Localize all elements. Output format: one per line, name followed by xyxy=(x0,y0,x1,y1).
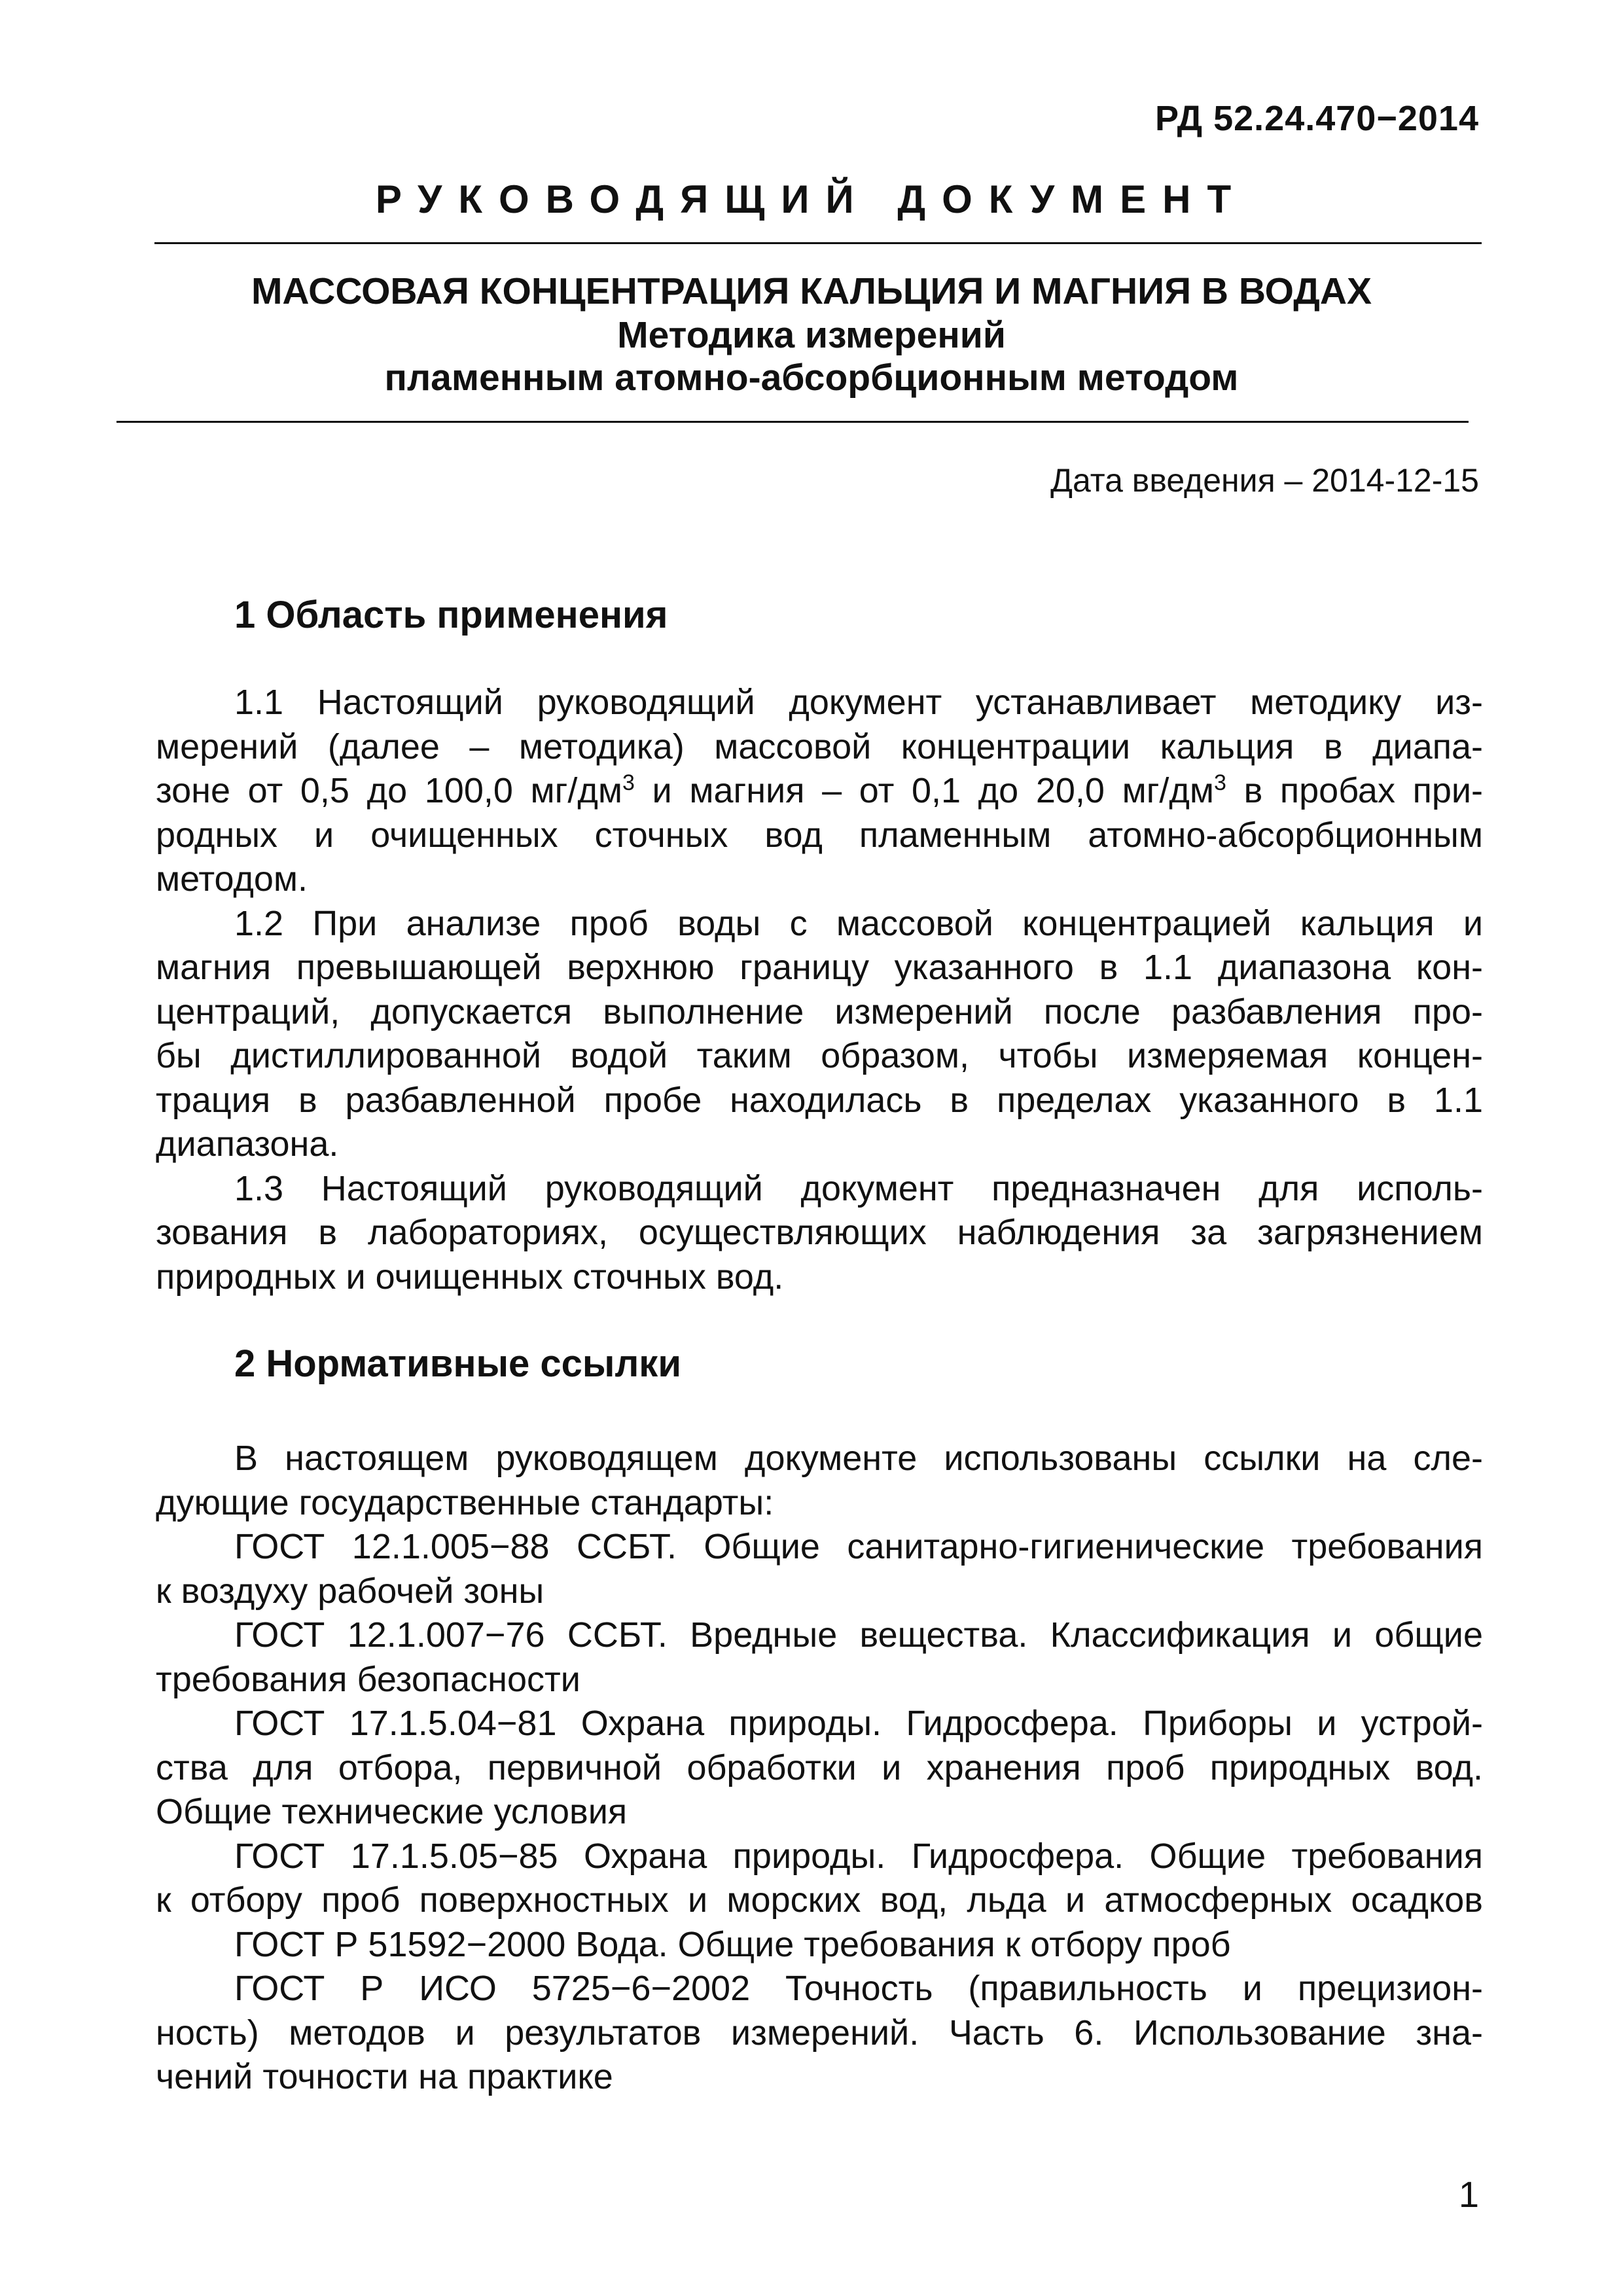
reference-line: ГОСТ Р ИСО 5725−6−2002 Точность (правильность и прецизион- xyxy=(234,1969,1483,2008)
paragraph-1-3-line: 1.3 Настоящий руководящий документ предназначен для исполь- xyxy=(234,1168,1483,1208)
paragraph-1-3-line: природных и очищенных сточных вод. xyxy=(156,1257,784,1297)
reference-line: ГОСТ 17.1.5.05−85 Охрана природы. Гидросфера. Общие требования xyxy=(234,1836,1483,1876)
section-1-heading: 1 Область применения xyxy=(234,594,668,636)
reference-line: ГОСТ 17.1.5.04−81 Охрана природы. Гидросфера. Приборы и устрой- xyxy=(234,1704,1483,1743)
section-1-body xyxy=(156,681,1483,1299)
reference-line: требования безопасности xyxy=(156,1659,580,1699)
top-divider xyxy=(154,242,1482,244)
title-subtitle-1: Методика измерений xyxy=(617,314,1006,356)
reference-line: ность) методов и результатов измерений. Часть 6. Использование зна- xyxy=(156,2013,1483,2053)
section-2-body xyxy=(156,1437,1483,2100)
paragraph-1-2-line: диапазона. xyxy=(156,1124,339,1164)
section-2-intro-line: дующие государственные стандарты: xyxy=(156,1482,774,1522)
reference-line: ГОСТ 12.1.007−76 ССБТ. Вредные вещества. Классификация и общие xyxy=(234,1615,1483,1655)
document-type-heading: РУКОВОДЯЩИЙ ДОКУМЕНТ xyxy=(375,177,1248,221)
paragraph-1-2-line: трация в разбавленной пробе находилась в пределах указанного в 1.1 xyxy=(156,1080,1483,1120)
reference-line: чений точности на практике xyxy=(156,2057,613,2096)
reference-line: к отбору проб поверхностных и морских вод, льда и атмосферных осадков xyxy=(156,1880,1483,1920)
superscript: 3 xyxy=(1214,770,1226,795)
paragraph-1-2-line: 1.2 При анализе проб воды с массовой концентрацией кальция и xyxy=(234,903,1483,943)
paragraph-1-2-line: бы дистиллированной водой таким образом, чтобы измеряемая концен- xyxy=(156,1036,1483,1075)
document-code: РД 52.24.470−2014 xyxy=(1155,99,1479,138)
introduction-date: Дата введения – 2014-12-15 xyxy=(1050,462,1479,499)
paragraph-1-1-line: мерений (далее – методика) массовой концентрации кальция в диапа- xyxy=(156,726,1483,766)
text-run: в пробах при- xyxy=(1226,771,1483,810)
title-divider xyxy=(116,421,1469,423)
paragraph-1-1-line: методом. xyxy=(156,859,308,899)
section-2-heading: 2 Нормативные ссылки xyxy=(234,1342,681,1385)
title-main: МАССОВАЯ КОНЦЕНТРАЦИЯ КАЛЬЦИЯ И МАГНИЯ В ВОДАХ xyxy=(251,270,1372,312)
text-run: зоне от 0,5 до 100,0 мг/дм xyxy=(156,771,622,810)
text-run: и магния – от 0,1 до 20,0 мг/дм xyxy=(634,771,1215,810)
paragraph-1-2-line: магния превышающей верхнюю границу указанного в 1.1 диапазона кон- xyxy=(156,948,1483,987)
reference-line: ства для отбора, первичной обработки и хранения проб природных вод. xyxy=(156,1748,1483,1787)
document-title xyxy=(0,268,1623,399)
paragraph-1-3-line: зования в лабораториях, осуществляющих наблюдения за загрязнением xyxy=(156,1213,1483,1252)
paragraph-1-2-line: центраций, допускается выполнение измерений после разбавления про- xyxy=(156,992,1483,1031)
superscript: 3 xyxy=(622,770,635,795)
reference-line: ГОСТ 12.1.005−88 ССБТ. Общие санитарно-гигиенические требования xyxy=(234,1527,1483,1566)
reference-line: к воздуху рабочей зоны xyxy=(156,1571,544,1611)
page-number: 1 xyxy=(1458,2174,1479,2215)
paragraph-1-1-line: 1.1 Настоящий руководящий документ устанавливает методику из- xyxy=(234,683,1483,722)
reference-line: Общие технические условия xyxy=(156,1792,628,1831)
section-2-intro-line: В настоящем руководящем документе использованы ссылки на сле- xyxy=(234,1439,1483,1478)
paragraph-1-1-line: родных и очищенных сточных вод пламенным атомно-абсорбционным xyxy=(156,815,1483,855)
reference-line: ГОСТ Р 51592−2000 Вода. Общие требования к отбору проб xyxy=(234,1924,1231,1964)
title-subtitle-2: пламенным атомно-абсорбционным методом xyxy=(384,357,1239,399)
paragraph-1-1-line xyxy=(156,769,1483,814)
